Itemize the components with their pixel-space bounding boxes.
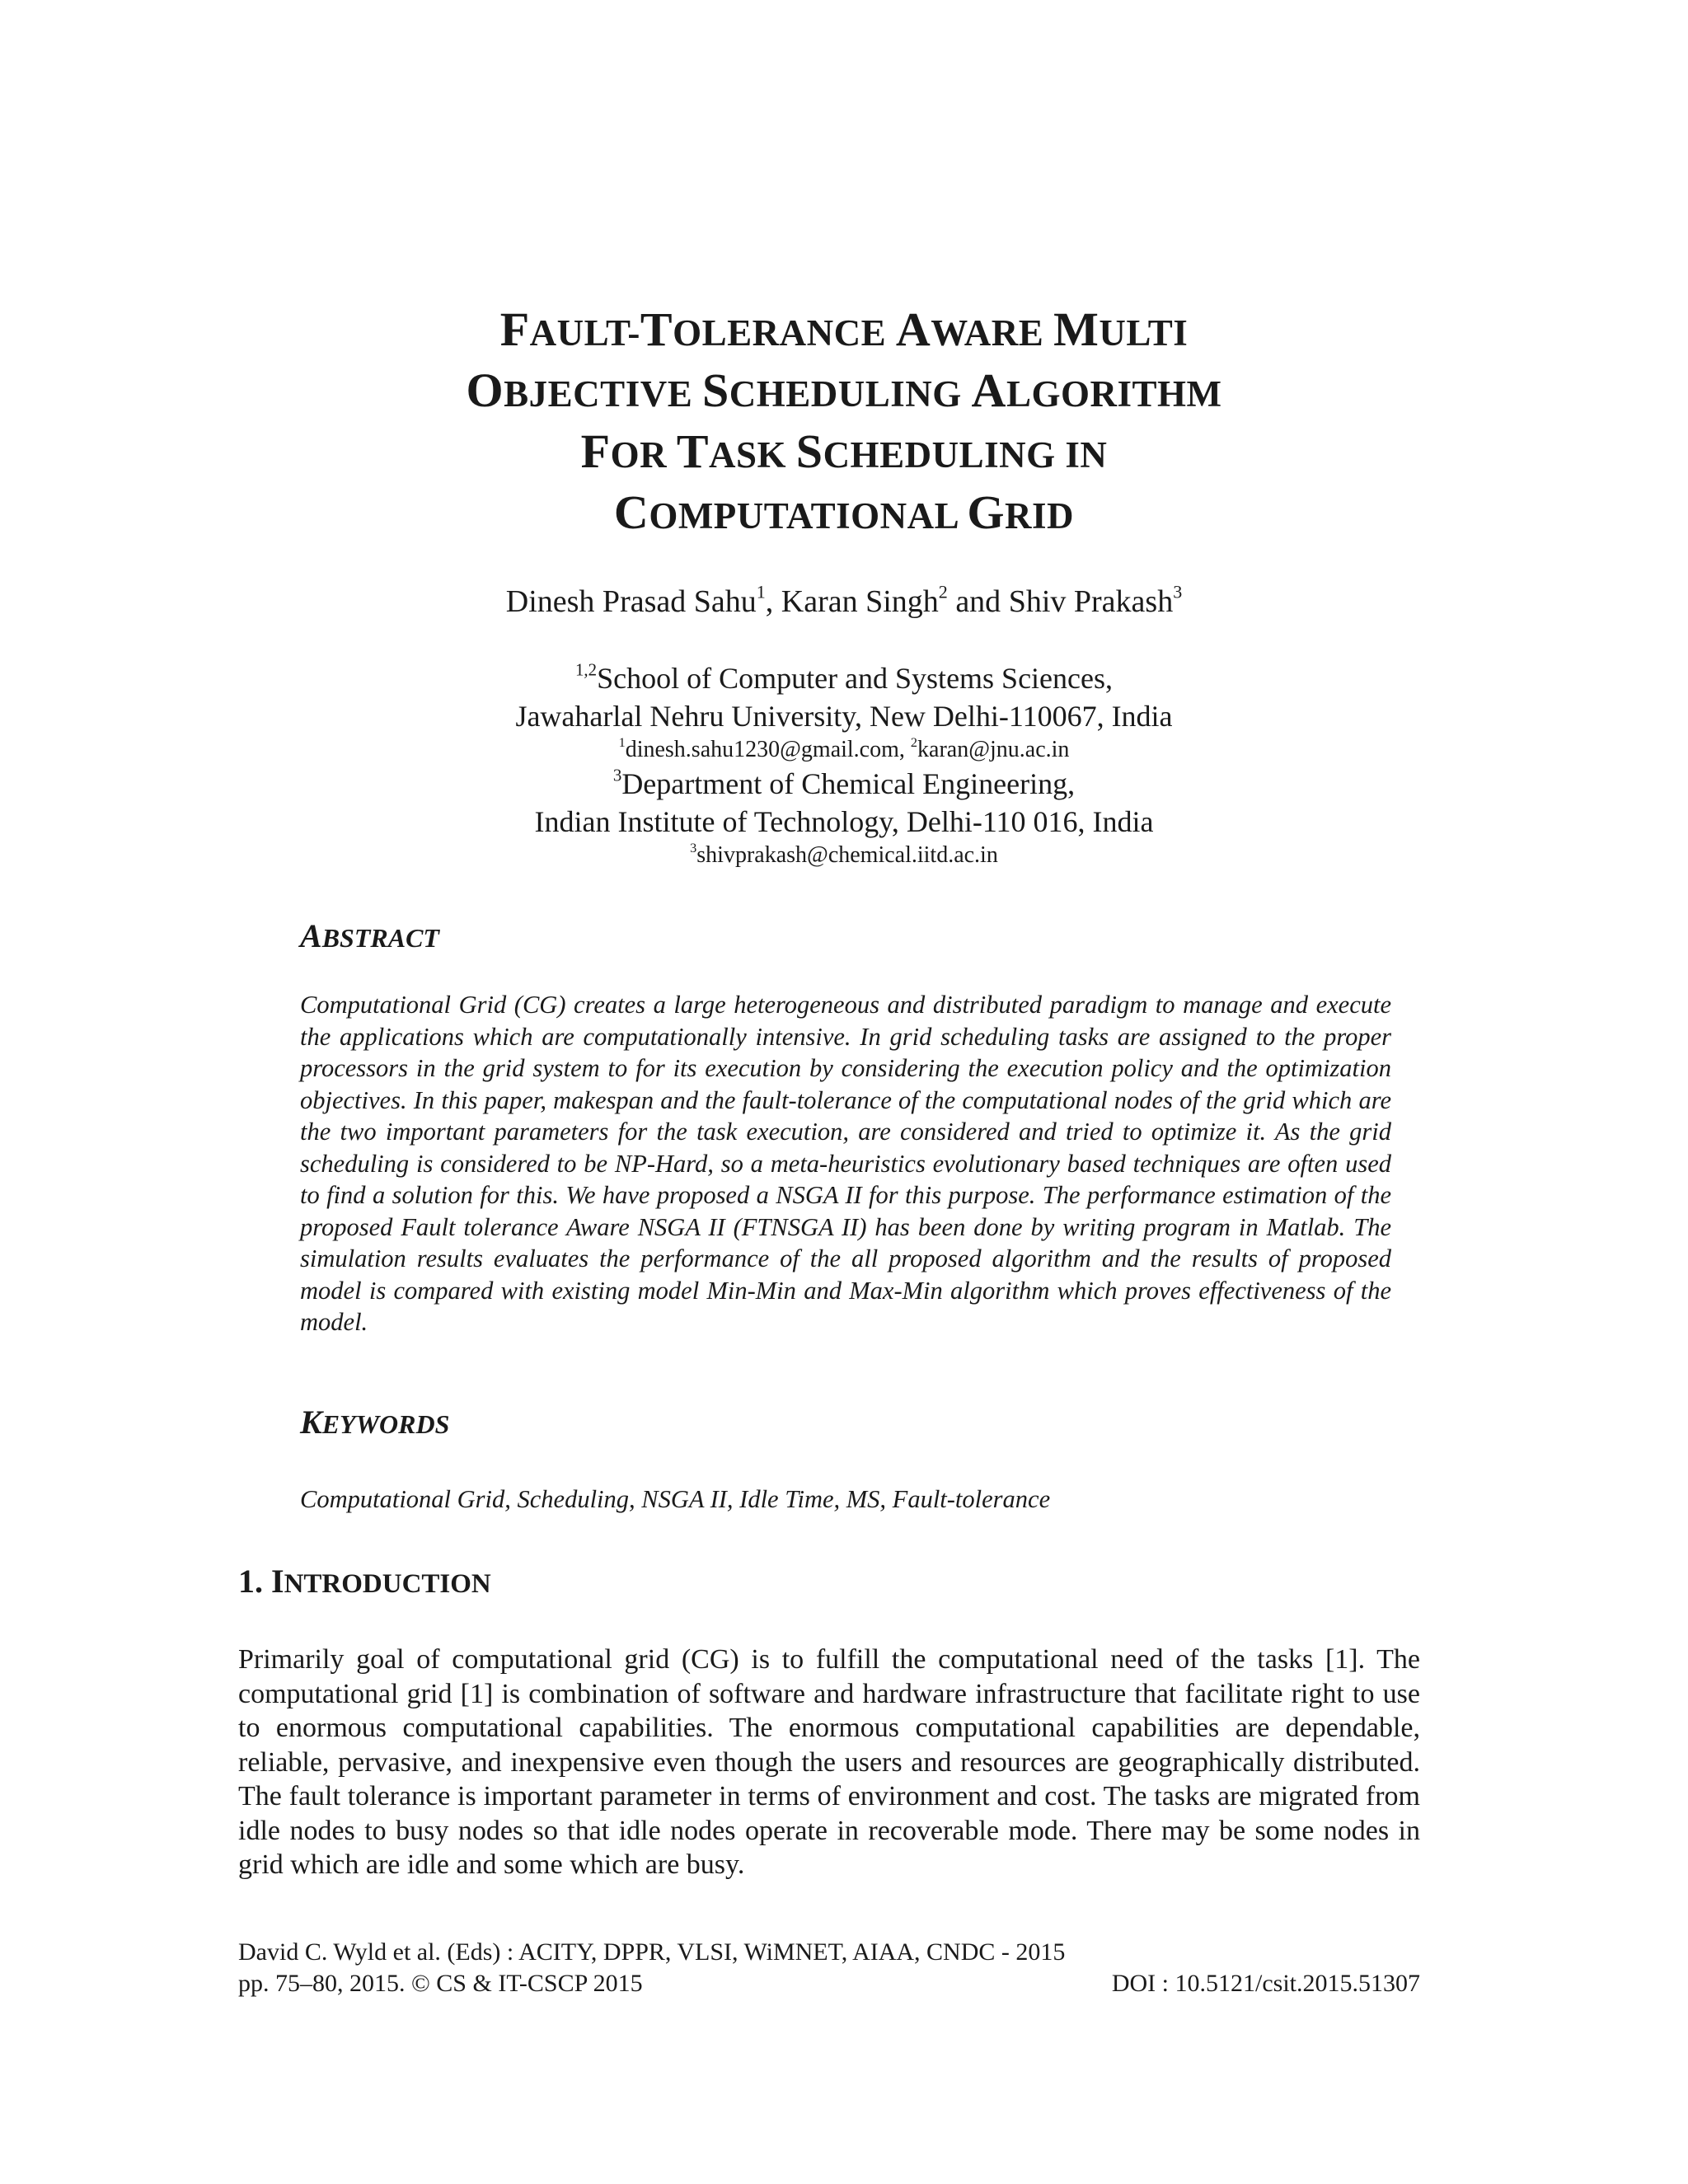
author-name: Karan Singh [781,584,939,619]
affiliations [0,659,1688,870]
author-name: Dinesh Prasad Sahu [505,584,757,619]
introduction-text: Primarily goal of computational grid (CG) is to fulfill the computational need of the tasks [1]. The computational grid [1] is combination of software and hardware infrastructure that facilitate right to use to enormous computational capabilities. The enormous computational capabilities are dependable, reliable, pervasive, and inexpensive even though the users and resources are geographically distributed. The fault tolerance is important parameter in terms of environment and cost. The tasks are migrated from idle nodes to busy nodes so that idle nodes operate in recoverable mode. There may be some nodes in grid which are idle and some which are busy. [238,1644,1420,1880]
abstract-text: Computational Grid (CG) creates a large heterogeneous and distributed paradigm to manage and execute the applications which are computationally intensive. In grid scheduling tasks are assigned to the proper processors in the grid system to for its execution by considering the execution policy and the optimization objectives. In this paper, makespan and the fault-tolerance of the computational nodes of the grid which are the two important parameters for the task execution, are considered and tried to optimize it. As the grid scheduling is considered to be NP-Hard, so a meta-heuristics evolutionary based techniques are often used to find a solution for this. We have proposed a NSGA II for this purpose. The performance estimation of the proposed Fault tolerance Aware NSGA II (FTNSGA II) has been done by writing program in Matlab. The simulation results evaluates the performance of the all proposed algorithm and the results of proposed model is compared with existing model Min-Min and Max-Min algorithm which proves effectiveness of the model. [300,991,1391,1336]
introduction-heading: 1. INTRODUCTION [238,1563,491,1600]
affiliation-1-line-1: $^{1,2}$School of Computer and Systems Sciences, [574,659,1113,695]
paper-title [0,301,1688,545]
email-link[interactable]: dinesh.sahu1230@gmail.com, [625,737,911,762]
title-line-1: FAULT-TOLERANCE AWARE MULTI [499,302,1189,356]
footer-doi[interactable]: DOI : 10.5121/csit.2015.51307 [1111,1970,1420,1997]
keywords-heading: KEYWORDS [300,1404,450,1441]
author-name: Shiv Prakash [1008,584,1174,619]
keywords-text: Computational Grid, Scheduling, NSGA II, Idle Time, MS, Fault-tolerance [300,1485,1051,1513]
affiliation-2-emails: $^3$shivprakash@chemical.iitd.ac.in [690,840,998,868]
author-list [0,581,1688,622]
author-separator: and [947,584,1009,619]
page-footer [238,1937,1420,1999]
author-affiliation-mark: 2 [938,581,948,602]
author-affiliation-mark: 3 [1173,581,1183,602]
title-line-3: FOR TASK SCHEDULING IN [580,424,1108,478]
title-line-2: OBJECTIVE SCHEDULING ALGORITHM [466,363,1222,417]
title-line-4: COMPUTATIONAL GRID [613,485,1075,539]
author-separator: , [765,584,781,619]
affiliation-2-line-2: Indian Institute of Technology, Delhi-110 016, India [534,805,1154,838]
abstract-heading: ABSTRACT [300,917,439,954]
affiliation-1-emails: $^1$dinesh.sahu1230@gmail.com, $^2$karan@jnu.ac.in [618,734,1070,762]
author-affiliation-mark: 1 [756,581,766,602]
footer-citation: David C. Wyld et al. (Eds) : ACITY, DPPR, VLSI, WiMNET, AIAA, CNDC - 2015 [238,1938,1066,1966]
email-link[interactable]: shivprakash@chemical.iitd.ac.in [696,842,998,868]
footer-row [238,1968,1420,1999]
affiliation-1-line-2: Jawaharlal Nehru University, New Delhi-110067, India [515,700,1173,733]
footer-pages-copyright: pp. 75–80, 2015. © CS & IT-CSCP 2015 [238,1970,643,1997]
affiliation-2-line-1: $^3$Department of Chemical Engineering, [612,765,1076,800]
email-link[interactable]: karan@jnu.ac.in [917,737,1070,762]
